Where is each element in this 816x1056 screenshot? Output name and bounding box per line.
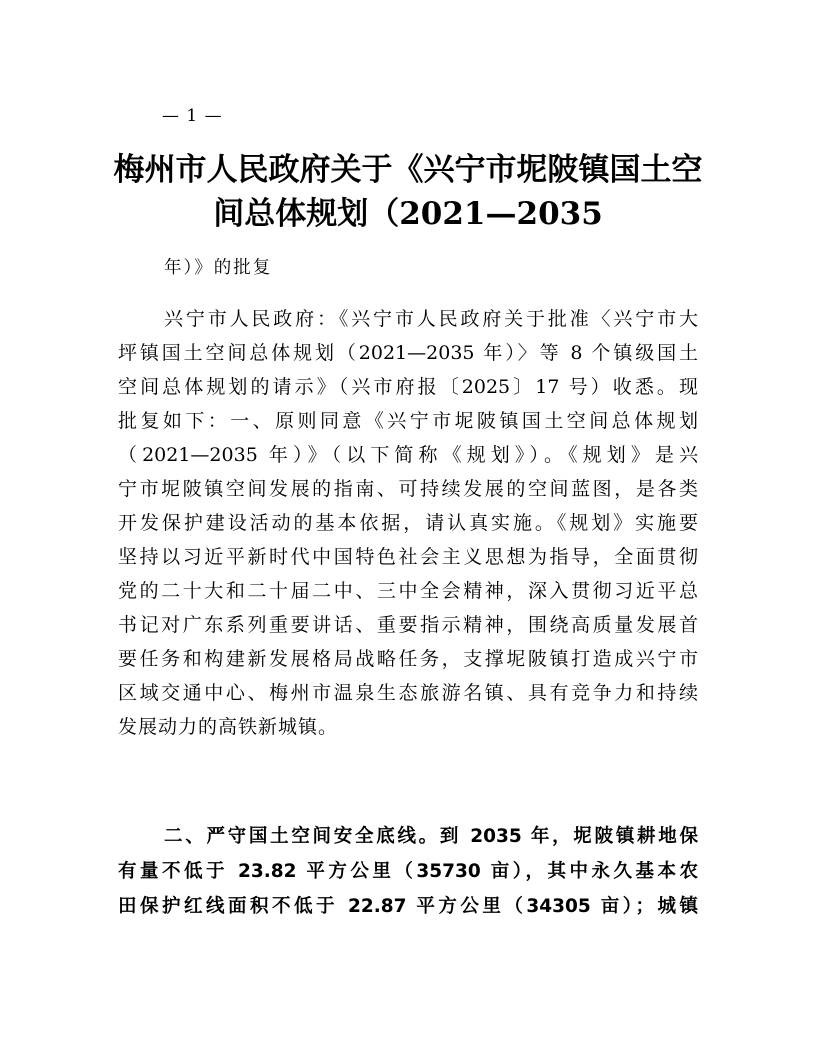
paragraph-line: 要任务和构建新发展格局战略任务，支撑坭陂镇打造成兴宁市	[118, 648, 698, 670]
document-title-line-1: 梅州市人民政府关于《兴宁市坭陂镇国土空	[113, 152, 703, 188]
paragraph-line: 坪镇国土空间总体规划（2021—2035 年）〉等 8 个镇级国土	[118, 342, 698, 364]
paragraph-line: 党的二十大和二十届二中、三中全会精神，深入贯彻习近平总	[118, 580, 698, 602]
paragraph-line: 空间总体规划的请示》（兴市府报〔2025〕17 号）收悉。现	[118, 376, 698, 398]
paragraph-line: 兴宁市人民政府：《兴宁市人民政府关于批准〈兴宁市大	[164, 308, 698, 330]
paragraph-line: 区域交通中心、梅州市温泉生态旅游名镇、具有竞争力和持续	[118, 682, 698, 704]
paragraph-line: 二、严守国土空间安全底线。到 2035 年，坭陂镇耕地保	[164, 826, 698, 847]
paragraph-line: （2021—2035 年）》（以下简称《规划》）。《规划》是兴	[118, 444, 698, 466]
paragraph-line: 开发保护建设活动的基本依据，请认真实施。《规划》实施要	[118, 512, 698, 534]
document-title	[108, 148, 708, 236]
document-subtitle: 年）》的批复	[164, 258, 273, 278]
page-number: — 1 —	[162, 106, 223, 126]
paragraph-line: 发展动力的高铁新城镇。	[118, 716, 339, 738]
paragraph-reply-body	[118, 302, 698, 744]
paragraph-line: 有量不低于 23.82 平方公里（35730 亩），其中永久基本农	[118, 861, 698, 882]
paragraph-line: 坚持以习近平新时代中国特色社会主义思想为指导，全面贯彻	[118, 546, 698, 568]
paragraph-line: 批复如下：一、原则同意《兴宁市坭陂镇国土空间总体规划	[118, 410, 698, 432]
paragraph-line: 田保护红线面积不低于 22.87 平方公里（34305 亩）；城镇	[118, 896, 698, 917]
paragraph-line: 书记对广东系列重要讲话、重要指示精神，围绕高质量发展首	[118, 614, 698, 636]
paragraph-land-security	[118, 819, 698, 924]
document-title-line-2: 间总体规划（2021—2035	[213, 196, 603, 232]
paragraph-line: 宁市坭陂镇空间发展的指南、可持续发展的空间蓝图，是各类	[118, 478, 698, 500]
